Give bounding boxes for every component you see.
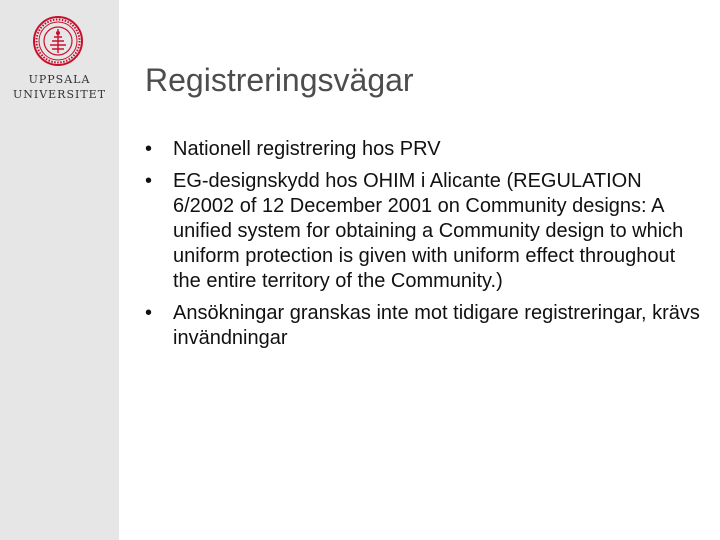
bullet-icon: • xyxy=(145,170,153,192)
university-seal-icon xyxy=(32,15,84,67)
slide-title: Registreringsvägar xyxy=(145,62,414,98)
logo-line-1: UPPSALA xyxy=(28,73,91,86)
bullet-text: Ansökningar granskas inte mot tidigare registreringar, krävs invändningar xyxy=(173,302,700,349)
university-logo-text xyxy=(0,72,119,102)
sidebar xyxy=(0,0,119,540)
bullet-item xyxy=(145,169,705,294)
logo-line-2: UNIVERSITET xyxy=(12,88,107,101)
bullet-icon: • xyxy=(145,302,153,324)
bullet-list xyxy=(145,137,705,358)
bullet-text: Nationell registrering hos PRV xyxy=(173,138,441,160)
bullet-icon: • xyxy=(145,138,153,160)
bullet-item xyxy=(145,301,705,351)
bullet-text: EG-designskydd hos OHIM i Alicante (REGULATION 6/2002 of 12 December 2001 on Community designs: A unified system for obtaining a Community design to which uniform protection is given with uniform effect throughout the entire territory of the Community.) xyxy=(173,170,684,292)
bullet-item xyxy=(145,137,705,162)
